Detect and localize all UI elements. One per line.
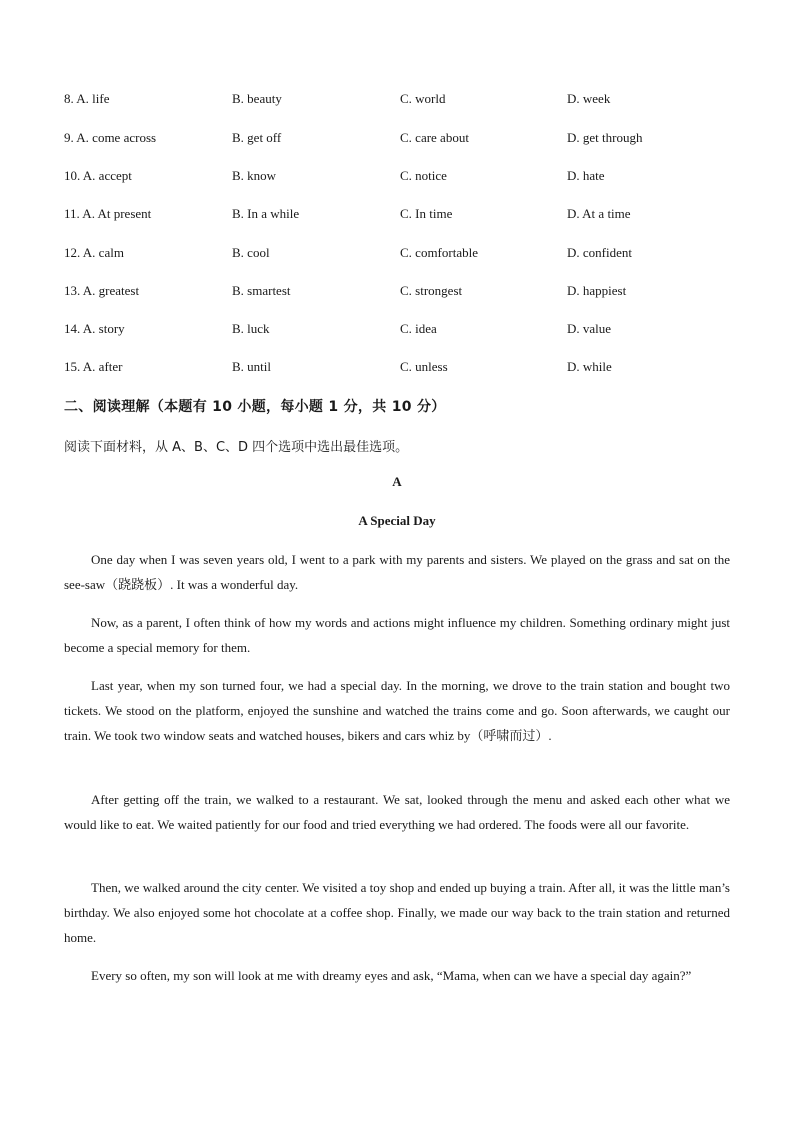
option-d: D. At a time xyxy=(567,206,631,221)
passage-paragraph-4: After getting off the train, we walked to a restaurant. We sat, looked through the menu and asked each other what we would like to eat. We waited patiently for our food and tried everything we had ordered. The foods were all our favorite. xyxy=(64,792,730,832)
option-a: 11. A. At present xyxy=(64,206,152,221)
question-9-options xyxy=(64,130,744,150)
option-d: D. get through xyxy=(567,130,643,145)
passage-paragraph-2: Now, as a parent, I often think of how my words and actions might influence my children. Something ordinary might just become a special memory for them. xyxy=(64,615,730,655)
option-a: 15. A. after xyxy=(64,359,123,374)
passage-paragraph-6: Every so often, my son will look at me with dreamy eyes and ask, “Mama, when can we have a special day again?” xyxy=(91,968,692,983)
option-a: 9. A. come across xyxy=(64,130,157,145)
option-d: D. hate xyxy=(567,168,605,183)
question-8-options xyxy=(64,91,744,111)
option-c: C. notice xyxy=(400,168,447,183)
option-b: B. cool xyxy=(232,245,270,260)
option-b: B. luck xyxy=(232,321,270,336)
option-b: B. get off xyxy=(232,130,282,145)
option-d: D. happiest xyxy=(567,283,627,298)
option-b: B. smartest xyxy=(232,283,291,298)
option-c: C. comfortable xyxy=(400,245,478,260)
question-12-options xyxy=(64,245,744,265)
question-10-options xyxy=(64,168,744,188)
option-c: C. strongest xyxy=(400,283,463,298)
option-b: B. In a while xyxy=(232,206,300,221)
option-c: C. care about xyxy=(400,130,469,145)
option-a: 13. A. greatest xyxy=(64,283,140,298)
option-c: C. world xyxy=(400,91,446,106)
option-a: 8. A. life xyxy=(64,91,110,106)
option-d: D. while xyxy=(567,359,612,374)
option-c: C. unless xyxy=(400,359,448,374)
option-b: B. know xyxy=(232,168,277,183)
option-d: D. value xyxy=(567,321,612,336)
option-a: 14. A. story xyxy=(64,321,125,336)
passage-paragraph-3: Last year, when my son turned four, we had a special day. In the morning, we drove to the train station and bought two tickets. We stood on the platform, enjoyed the sunshine and watched the trains come and go. Soon afterwards, we caught our train. We took two window seats and watched houses, bikers and cars whiz by（呼啸而过）. xyxy=(64,678,730,743)
passage-paragraph-5: Then, we walked around the city center. We visited a toy shop and ended up buying a train. After all, it was the little man’s birthday. We also enjoyed some hot chocolate at a coffee shop. Finally, we made our way back to the train station and returned home. xyxy=(64,880,730,945)
option-b: B. beauty xyxy=(232,91,282,106)
passage-label: A xyxy=(392,474,402,489)
option-d: D. confident xyxy=(567,245,632,260)
question-15-options xyxy=(64,359,744,379)
section-heading: 二、阅读理解（本题有 10 小题，每小题 1 分，共 10 分） xyxy=(64,399,446,415)
option-a: 12. A. calm xyxy=(64,245,124,260)
passage-paragraph-1: One day when I was seven years old, I went to a park with my parents and sisters. We played on the grass and sat on the see-saw（跷跷板）. It was a wonderful day. xyxy=(64,552,730,592)
passage-title: A Special Day xyxy=(358,513,436,528)
question-14-options xyxy=(64,321,744,341)
option-b: B. until xyxy=(232,359,272,374)
question-13-options xyxy=(64,283,744,303)
option-c: C. In time xyxy=(400,206,453,221)
question-11-options xyxy=(64,206,744,226)
section-instruction: 阅读下面材料，从 A、B、C、D 四个选项中选出最佳选项。 xyxy=(64,440,409,455)
option-d: D. week xyxy=(567,91,611,106)
option-a: 10. A. accept xyxy=(64,168,132,183)
option-c: C. idea xyxy=(400,321,437,336)
